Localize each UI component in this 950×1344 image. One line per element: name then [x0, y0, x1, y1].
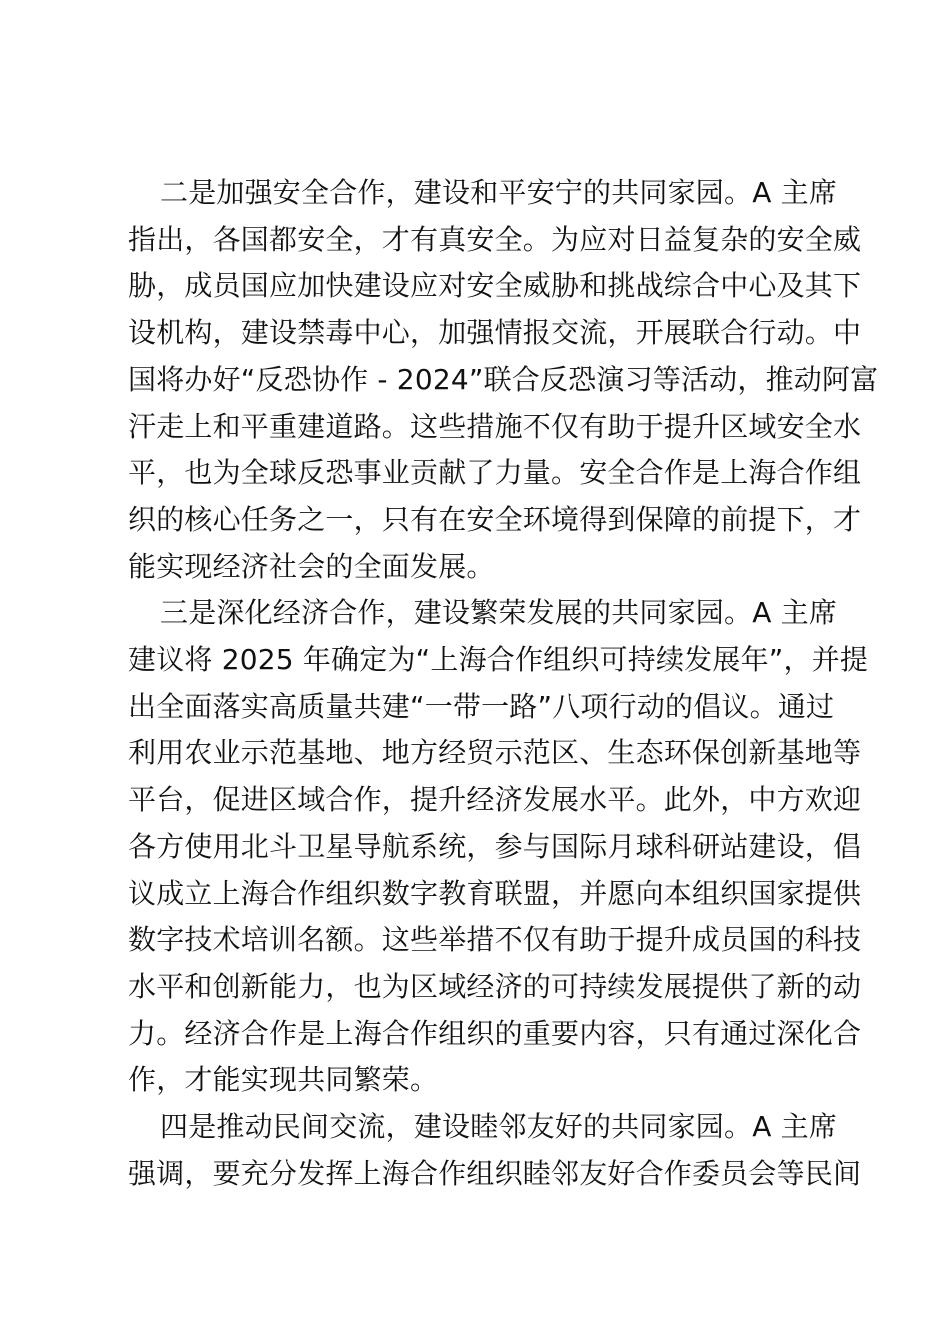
text-line: 出全面落实高质量共建“一带一路”八项行动的倡议。通过	[128, 689, 835, 723]
text-line: 织的核心任务之一，只有在安全环境得到保障的前提下，才	[128, 502, 862, 536]
text-line: 四是推动民间交流，建设睦邻友好的共同家园。A 主席	[160, 1110, 838, 1144]
text-line: 各方使用北斗卫星导航系统，参与国际月球科研站建设，倡	[128, 829, 862, 863]
text-line: 利用农业示范基地、地方经贸示范区、生态环保创新基地等	[128, 736, 862, 770]
text-line: 能实现经济社会的全面发展。	[128, 549, 495, 583]
text-line: 强调，要充分发挥上海合作组织睦邻友好合作委员会等民间	[128, 1156, 862, 1190]
text-line: 议成立上海合作组织数字教育联盟，并愿向本组织国家提供	[128, 876, 862, 910]
text-line: 设机构，建设禁毒中心，加强情报交流，开展联合行动。中	[128, 316, 862, 350]
text-line: 国将办好“反恐协作 - 2024”联合反恐演习等活动，推动阿富	[128, 362, 879, 396]
text-line: 指出，各国都安全，才有真安全。为应对日益复杂的安全威	[128, 222, 862, 256]
paragraph-economic-cooperation	[128, 590, 869, 1104]
text-line: 建议将 2025 年确定为“上海合作组织可持续发展年”，并提	[128, 643, 869, 677]
text-line: 汗走上和平重建道路。这些措施不仅有助于提升区域安全水	[128, 409, 862, 443]
text-line: 数字技术培训名额。这些举措不仅有助于提升成员国的科技	[128, 923, 862, 957]
text-line: 平台，促进区域合作，提升经济发展水平。此外，中方欢迎	[128, 783, 862, 817]
paragraph-people-exchange	[128, 1104, 862, 1197]
text-line: 三是深化经济合作，建设繁荣发展的共同家园。A 主席	[160, 596, 838, 630]
text-line: 胁，成员国应加快建设应对安全威胁和挑战综合中心及其下	[128, 269, 862, 303]
text-line: 二是加强安全合作，建设和平安宁的共同家园。A 主席	[160, 176, 838, 209]
text-line: 水平和创新能力，也为区域经济的可持续发展提供了新的动	[128, 969, 862, 1003]
text-line: 平，也为全球反恐事业贡献了力量。安全合作是上海合作组	[128, 456, 862, 490]
text-line: 作，才能实现共同繁荣。	[128, 1063, 439, 1097]
document-body	[128, 170, 879, 1197]
paragraph-security-cooperation	[128, 170, 879, 590]
text-line: 力。经济合作是上海合作组织的重要内容，只有通过深化合	[128, 1016, 862, 1050]
